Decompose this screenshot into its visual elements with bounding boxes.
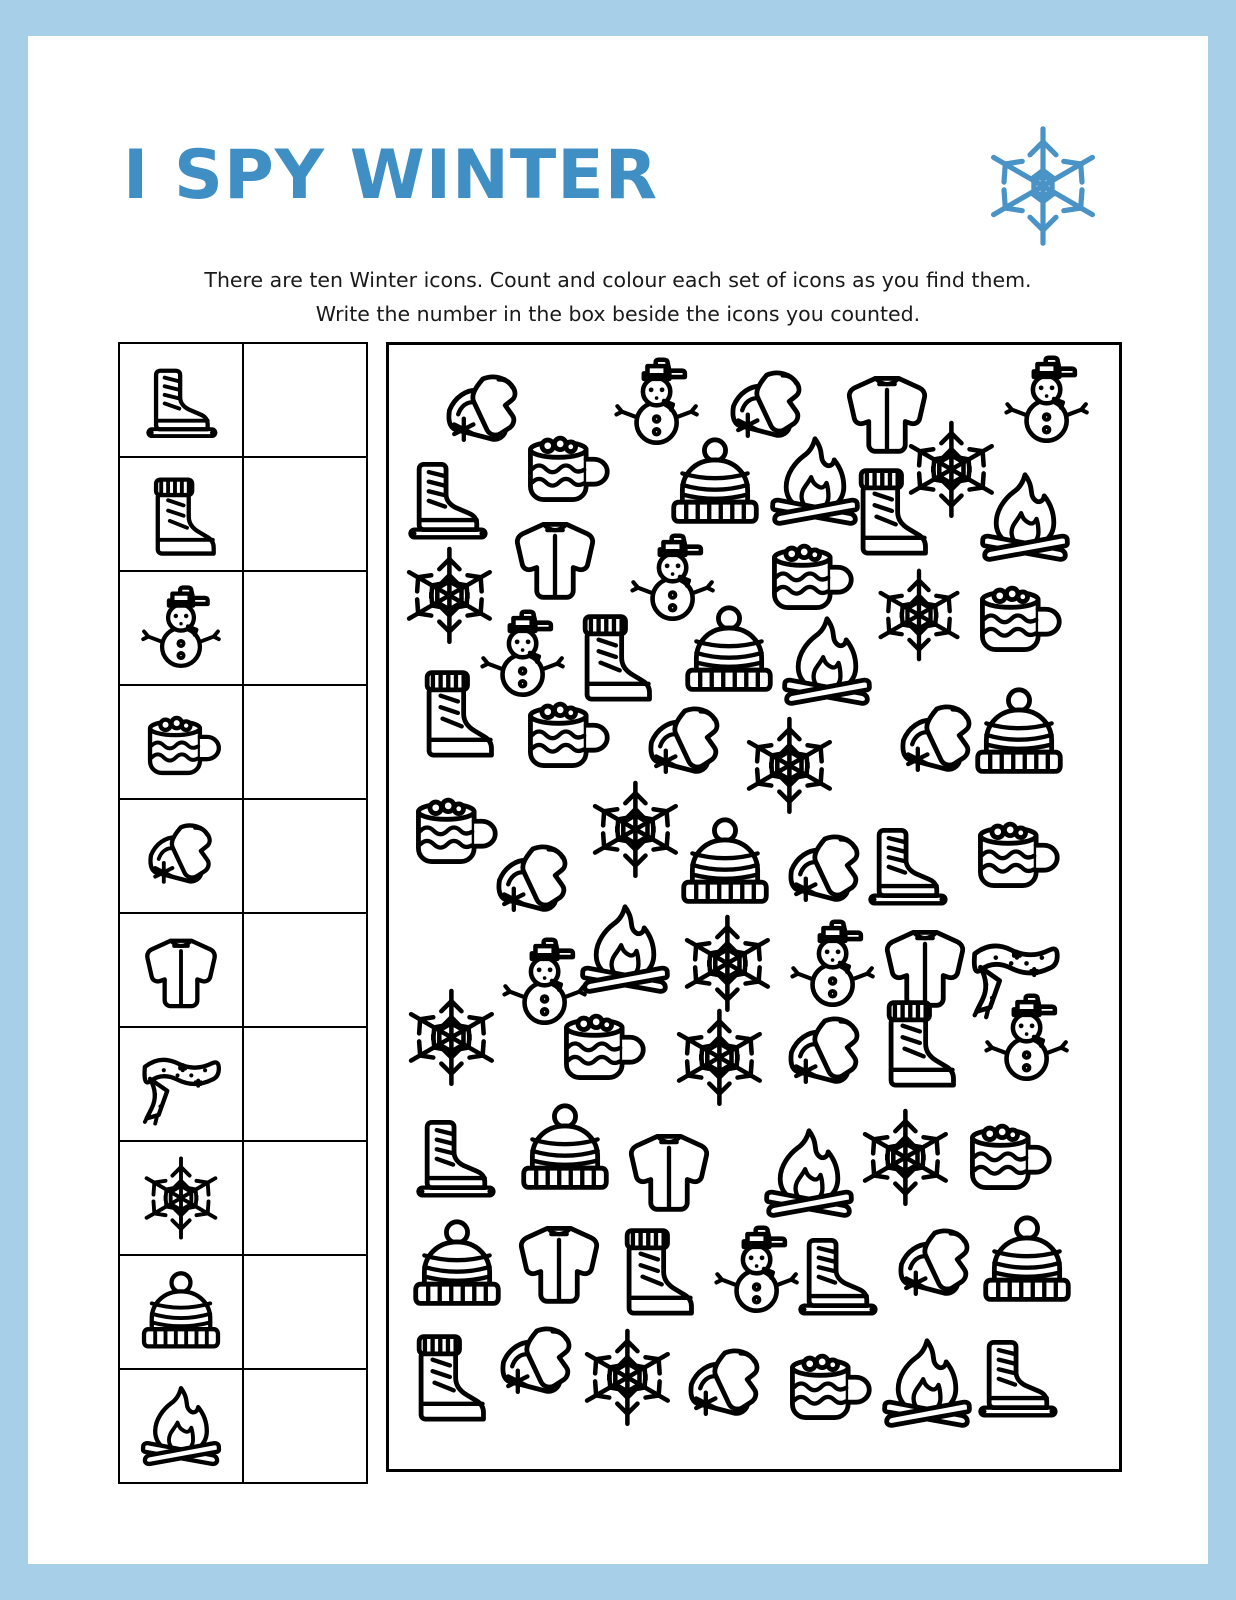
hot-cocoa-mug-icon bbox=[553, 995, 649, 1091]
snowman-icon bbox=[119, 571, 243, 685]
ice-skate-icon bbox=[399, 449, 495, 545]
key-row bbox=[119, 457, 367, 571]
ice-skate-icon bbox=[407, 1107, 503, 1203]
count-box-hot-cocoa-mug[interactable] bbox=[243, 685, 367, 799]
key-row bbox=[119, 913, 367, 1027]
snowflake-icon bbox=[677, 913, 778, 1014]
key-row bbox=[119, 571, 367, 685]
hot-cocoa-mug-icon bbox=[779, 1335, 875, 1431]
ice-skate-icon bbox=[969, 1327, 1065, 1423]
campfire-icon bbox=[977, 469, 1073, 565]
mittens-icon bbox=[677, 1337, 773, 1433]
worksheet-page bbox=[28, 36, 1208, 1564]
mittens-icon bbox=[489, 1315, 585, 1411]
hot-cocoa-mug-icon bbox=[517, 417, 613, 513]
campfire-icon bbox=[879, 1335, 975, 1431]
key-row bbox=[119, 799, 367, 913]
campfire-icon bbox=[119, 1369, 243, 1483]
icon-key-table bbox=[118, 342, 368, 1484]
count-box-mittens[interactable] bbox=[243, 799, 367, 913]
mittens-icon bbox=[637, 695, 733, 791]
ice-skate-icon bbox=[789, 1225, 885, 1321]
sweater-icon bbox=[119, 913, 243, 1027]
snowflake-icon bbox=[585, 779, 686, 880]
count-box-winter-boot[interactable] bbox=[243, 457, 367, 571]
hot-cocoa-mug-icon bbox=[967, 803, 1063, 899]
snowflake-icon bbox=[871, 567, 967, 663]
count-box-snowman[interactable] bbox=[243, 571, 367, 685]
hot-cocoa-mug-icon bbox=[959, 1105, 1055, 1201]
key-row bbox=[119, 685, 367, 799]
campfire-icon bbox=[577, 901, 673, 997]
instructions bbox=[88, 264, 1148, 332]
campfire-icon bbox=[761, 1125, 857, 1221]
count-box-scarf[interactable] bbox=[243, 1027, 367, 1141]
sweater-icon bbox=[507, 509, 603, 605]
hot-cocoa-mug-icon bbox=[517, 683, 613, 779]
beanie-hat-icon bbox=[979, 1213, 1075, 1309]
beanie-hat-icon bbox=[517, 1101, 613, 1197]
key-row bbox=[119, 1369, 367, 1483]
count-box-beanie-hat[interactable] bbox=[243, 1255, 367, 1369]
beanie-hat-icon bbox=[971, 685, 1067, 781]
ice-skate-icon bbox=[119, 343, 243, 457]
key-row bbox=[119, 1141, 367, 1255]
mittens-icon bbox=[485, 833, 581, 929]
beanie-hat-icon bbox=[409, 1217, 505, 1313]
key-row bbox=[119, 343, 367, 457]
snowman-icon bbox=[1001, 355, 1092, 446]
beanie-hat-icon bbox=[681, 603, 777, 699]
hot-cocoa-mug-icon bbox=[119, 685, 243, 799]
mittens-icon bbox=[119, 799, 243, 913]
count-box-snowflake[interactable] bbox=[243, 1141, 367, 1255]
mittens-icon bbox=[777, 1005, 873, 1101]
beanie-hat-icon bbox=[667, 435, 763, 531]
winter-boot-icon bbox=[407, 663, 503, 759]
beanie-hat-icon bbox=[677, 815, 773, 911]
campfire-icon bbox=[779, 613, 875, 709]
ice-skate-icon bbox=[859, 815, 955, 911]
snowman-icon bbox=[787, 919, 878, 1010]
snowflake-icon bbox=[577, 1327, 678, 1428]
key-row bbox=[119, 1255, 367, 1369]
snowflake-icon bbox=[978, 121, 1108, 251]
snowflake-icon bbox=[739, 715, 840, 816]
beanie-hat-icon bbox=[119, 1255, 243, 1369]
instruction-line-1: There are ten Winter icons. Count and colour each set of icons as you find them. bbox=[204, 268, 1032, 292]
count-box-ice-skate[interactable] bbox=[243, 343, 367, 457]
winter-boot-icon bbox=[607, 1221, 703, 1317]
scarf-icon bbox=[119, 1027, 243, 1141]
page-title: I SPY WINTER bbox=[123, 136, 659, 215]
key-row bbox=[119, 1027, 367, 1141]
count-box-campfire[interactable] bbox=[243, 1369, 367, 1483]
snowflake-icon bbox=[855, 1107, 956, 1208]
hot-cocoa-mug-icon bbox=[969, 567, 1065, 663]
snowman-icon bbox=[981, 993, 1072, 1084]
winter-boot-icon bbox=[119, 457, 243, 571]
winter-boot-icon bbox=[399, 1327, 495, 1423]
mittens-icon bbox=[887, 1217, 983, 1313]
snowflake-icon bbox=[401, 987, 502, 1088]
winter-boot-icon bbox=[869, 993, 965, 1089]
sweater-icon bbox=[511, 1213, 607, 1309]
snowflake-icon bbox=[119, 1141, 243, 1255]
sweater-icon bbox=[621, 1121, 717, 1217]
instruction-line-2: Write the number in the box beside the icons you counted. bbox=[315, 301, 921, 326]
snowflake-icon bbox=[669, 1007, 770, 1108]
count-box-sweater[interactable] bbox=[243, 913, 367, 1027]
search-grid bbox=[386, 342, 1122, 1472]
